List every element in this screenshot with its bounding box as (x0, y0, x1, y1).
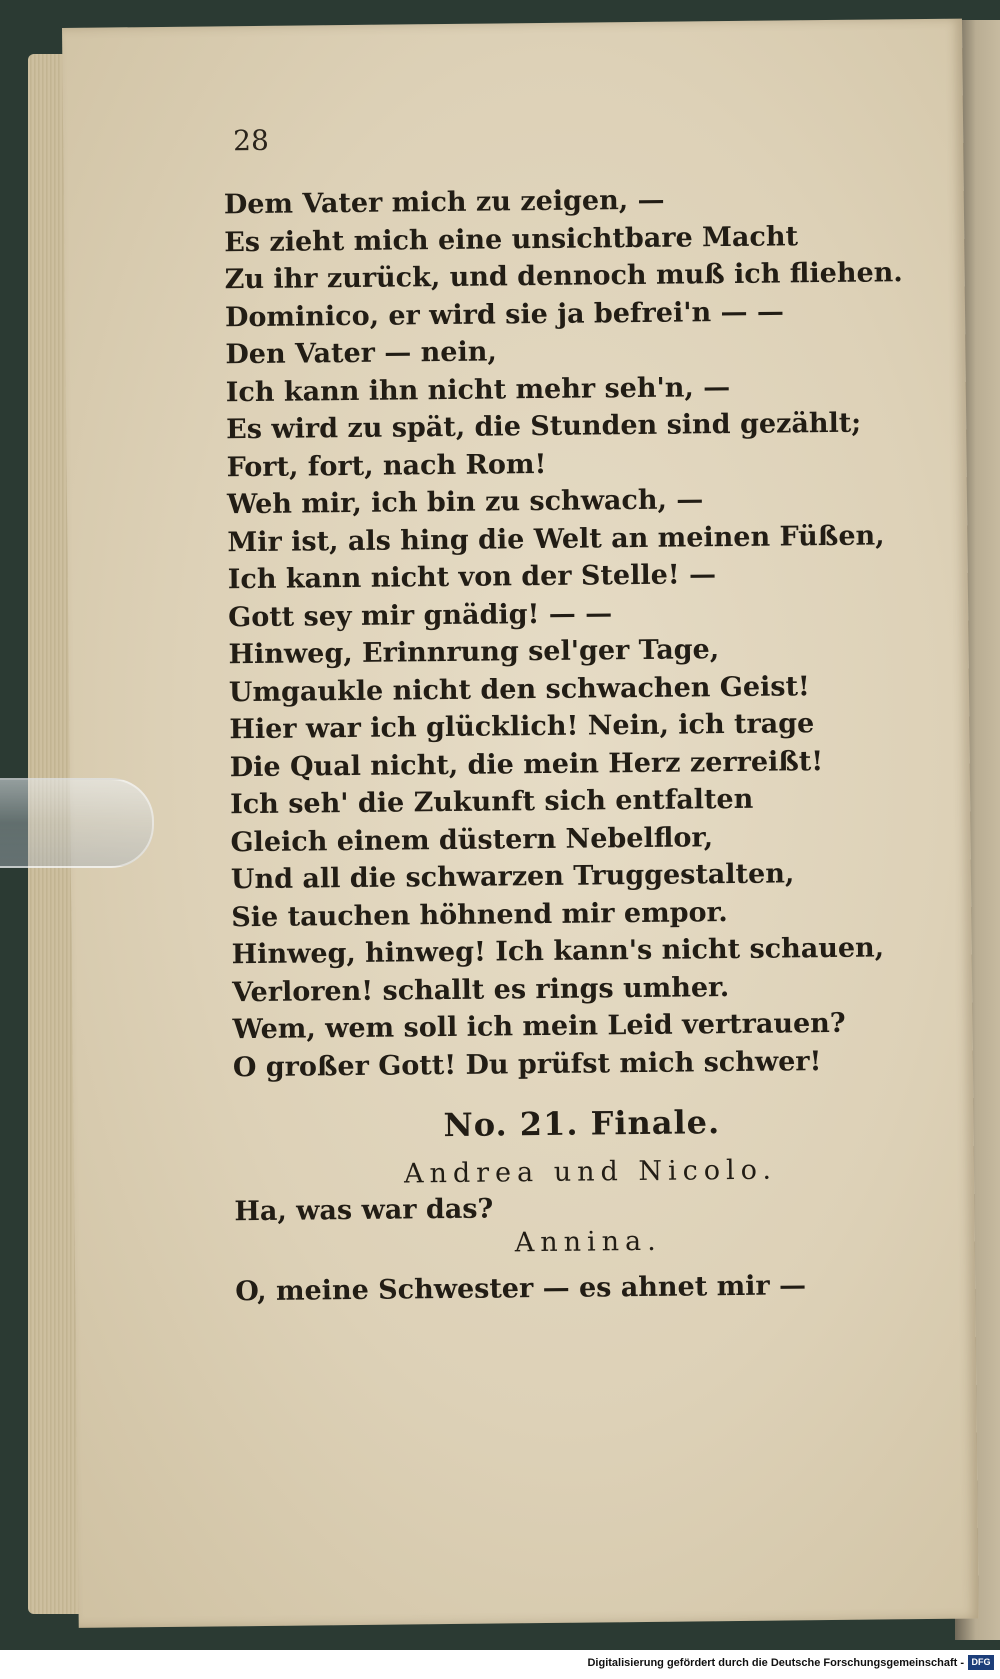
section-title: No. 21. Finale. (443, 1103, 721, 1145)
verse-line: Fort, fort, nach Rom! (226, 448, 547, 483)
verse-line: Es zieht mich eine unsichtbare Macht (224, 220, 799, 258)
verse-line: Hier war ich glücklich! Nein, ich trage (229, 708, 815, 746)
verse-line: Es wird zu spät, die Stunden sind gezählt; (226, 407, 862, 446)
digitization-footer (0, 1650, 1000, 1679)
verse-line: Weh mir, ich bin zu schwach, — (226, 484, 704, 521)
verse-line: Wem, wem soll ich mein Leid vertrauen? (232, 1007, 846, 1046)
verse-line: Hinweg, hinweg! Ich kann's nicht schauen, (231, 932, 885, 971)
book-page (62, 19, 979, 1628)
verse-line: Die Qual nicht, die mein Herz zerreißt! (229, 745, 824, 783)
funding-credit: Digitalisierung gefördert durch die Deutsche Forschungsgemeinschaft - (587, 1657, 964, 1669)
speaker-heading: Annina. (514, 1225, 662, 1259)
verse-line: Den Vater — nein, (225, 336, 497, 371)
verse-line: O großer Gott! Du prüfst mich schwer! (232, 1045, 822, 1083)
verse-line: Sie tauchen höhnend mir empor. (231, 896, 728, 933)
verse-line: Ich kann ihn nicht mehr seh'n, — (225, 371, 731, 408)
plastic-page-clip (0, 778, 154, 868)
verse-line: Hinweg, Erinnrung sel'ger Tage, (228, 634, 720, 671)
verse-line: Dem Vater mich zu zeigen, — (223, 184, 665, 221)
page-number: 28 (233, 123, 270, 158)
verse-line: Und all die schwarzen Truggestalten, (230, 858, 795, 896)
verse-line: Gott sey mir gnädig! — — (228, 597, 613, 633)
verse-block (224, 179, 933, 1086)
verse-line: Ich seh' die Zukunft sich entfalten (229, 783, 754, 821)
dialogue-line: O, meine Schwester — es ahnet mir — (235, 1270, 807, 1308)
verse-line: Ich kann nicht von der Stelle! — (227, 559, 717, 596)
verse-line: Zu ihr zurück, und dennoch muß ich fliehen. (224, 257, 903, 296)
dfg-logo: DFG (968, 1655, 994, 1670)
verse-line: Umgaukle nicht den schwachen Geist! (228, 670, 810, 708)
dialogue-line: Ha, was war das? (234, 1193, 494, 1228)
verse-line: Gleich einem düstern Nebelflor, (230, 821, 714, 858)
verse-line: Mir ist, als hing die Welt an meinen Füßen, (227, 519, 885, 558)
speaker-heading: Andrea und Nicolo. (403, 1154, 778, 1190)
verse-line: Verloren! schallt es rings umher. (231, 971, 730, 1008)
verse-line: Dominico, er wird sie ja befrei'n — — (224, 295, 785, 333)
